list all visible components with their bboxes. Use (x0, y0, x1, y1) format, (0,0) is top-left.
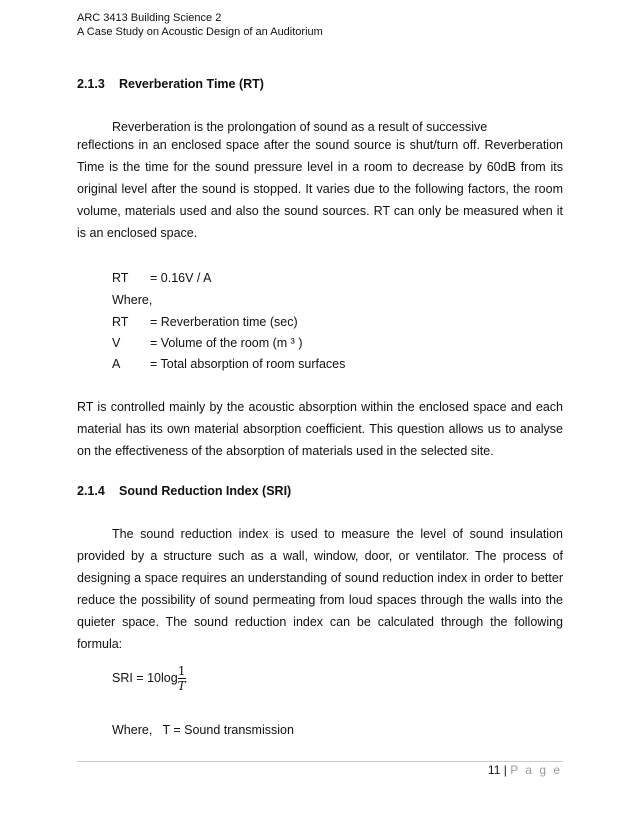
page-footer (488, 763, 562, 777)
page-number: 11 (487, 763, 501, 777)
formula-sri (112, 664, 186, 693)
definition-symbol: RT (112, 315, 129, 329)
paragraph-sri-body: The sound reduction index is used to measure the level of sound insulation provided by a structure such as a wall, window, door, or ventilator. The process of designing a space requires an understanding of sound reduction index in order to better reduce the possibility of sound permeating from loud spaces through the walls into the quieter space. The sound reduction index can be calculated through the following formula: (77, 527, 563, 651)
paragraph-rt-control: RT is controlled mainly by the acoustic absorption within the enclosed space and each material has its own material absorption coefficient. This question allows us to analyse on the effectiveness of the absorption of materials used in the selected site. (77, 400, 563, 458)
definition-row (112, 314, 298, 330)
section-title: Reverberation Time (RT) (119, 77, 264, 91)
page-separator: | (500, 763, 511, 777)
footer-divider (77, 761, 563, 762)
where-label: Where, (112, 293, 153, 307)
header-title: A Case Study on Acoustic Design of an Auditorium (77, 26, 323, 38)
formula-prefix: SRI = 10log (112, 670, 178, 685)
fraction-denominator: T (177, 679, 186, 693)
section-number: 2.1.3 (77, 77, 105, 91)
formula-label: RT (112, 271, 129, 285)
fraction (178, 664, 186, 693)
section-title: Sound Reduction Index (SRI) (119, 484, 292, 498)
page-label: P a g e (510, 763, 562, 777)
header-course: ARC 3413 Building Science 2 (77, 12, 222, 24)
formula-value: = 0.16V / A (150, 271, 212, 285)
section-heading-sri (77, 484, 291, 498)
definition-symbol: A (112, 357, 121, 371)
section-number: 2.1.4 (77, 484, 105, 498)
definition-text: = Reverberation time (sec) (150, 315, 298, 329)
formula-rt (112, 270, 212, 286)
definition-text: = Volume of the room (m ³ ) (150, 336, 303, 350)
paragraph-first-line: Reverberation is the prolongation of sound as a result of successive (112, 120, 488, 134)
definition-symbol: V (112, 336, 121, 350)
fraction-numerator: 1 (177, 664, 186, 678)
definition-row (112, 356, 345, 372)
paragraph-rt-body: reflections in an enclosed space after the sound source is shut/turn off. Reverberation Time is the time for the sound pressure level in a room to decrease by 60dB from its original level after the sound is stopped. It varies due to the following factors, the room volume, materials used and also the sound sources. RT can only be measured when it is an enclosed space. (77, 138, 563, 240)
definition-text: = Total absorption of room surfaces (150, 357, 346, 371)
section-heading-rt (77, 77, 264, 91)
document-header (77, 11, 323, 39)
where-transmission: Where, T = Sound transmission (112, 723, 294, 737)
definition-row (112, 335, 302, 351)
